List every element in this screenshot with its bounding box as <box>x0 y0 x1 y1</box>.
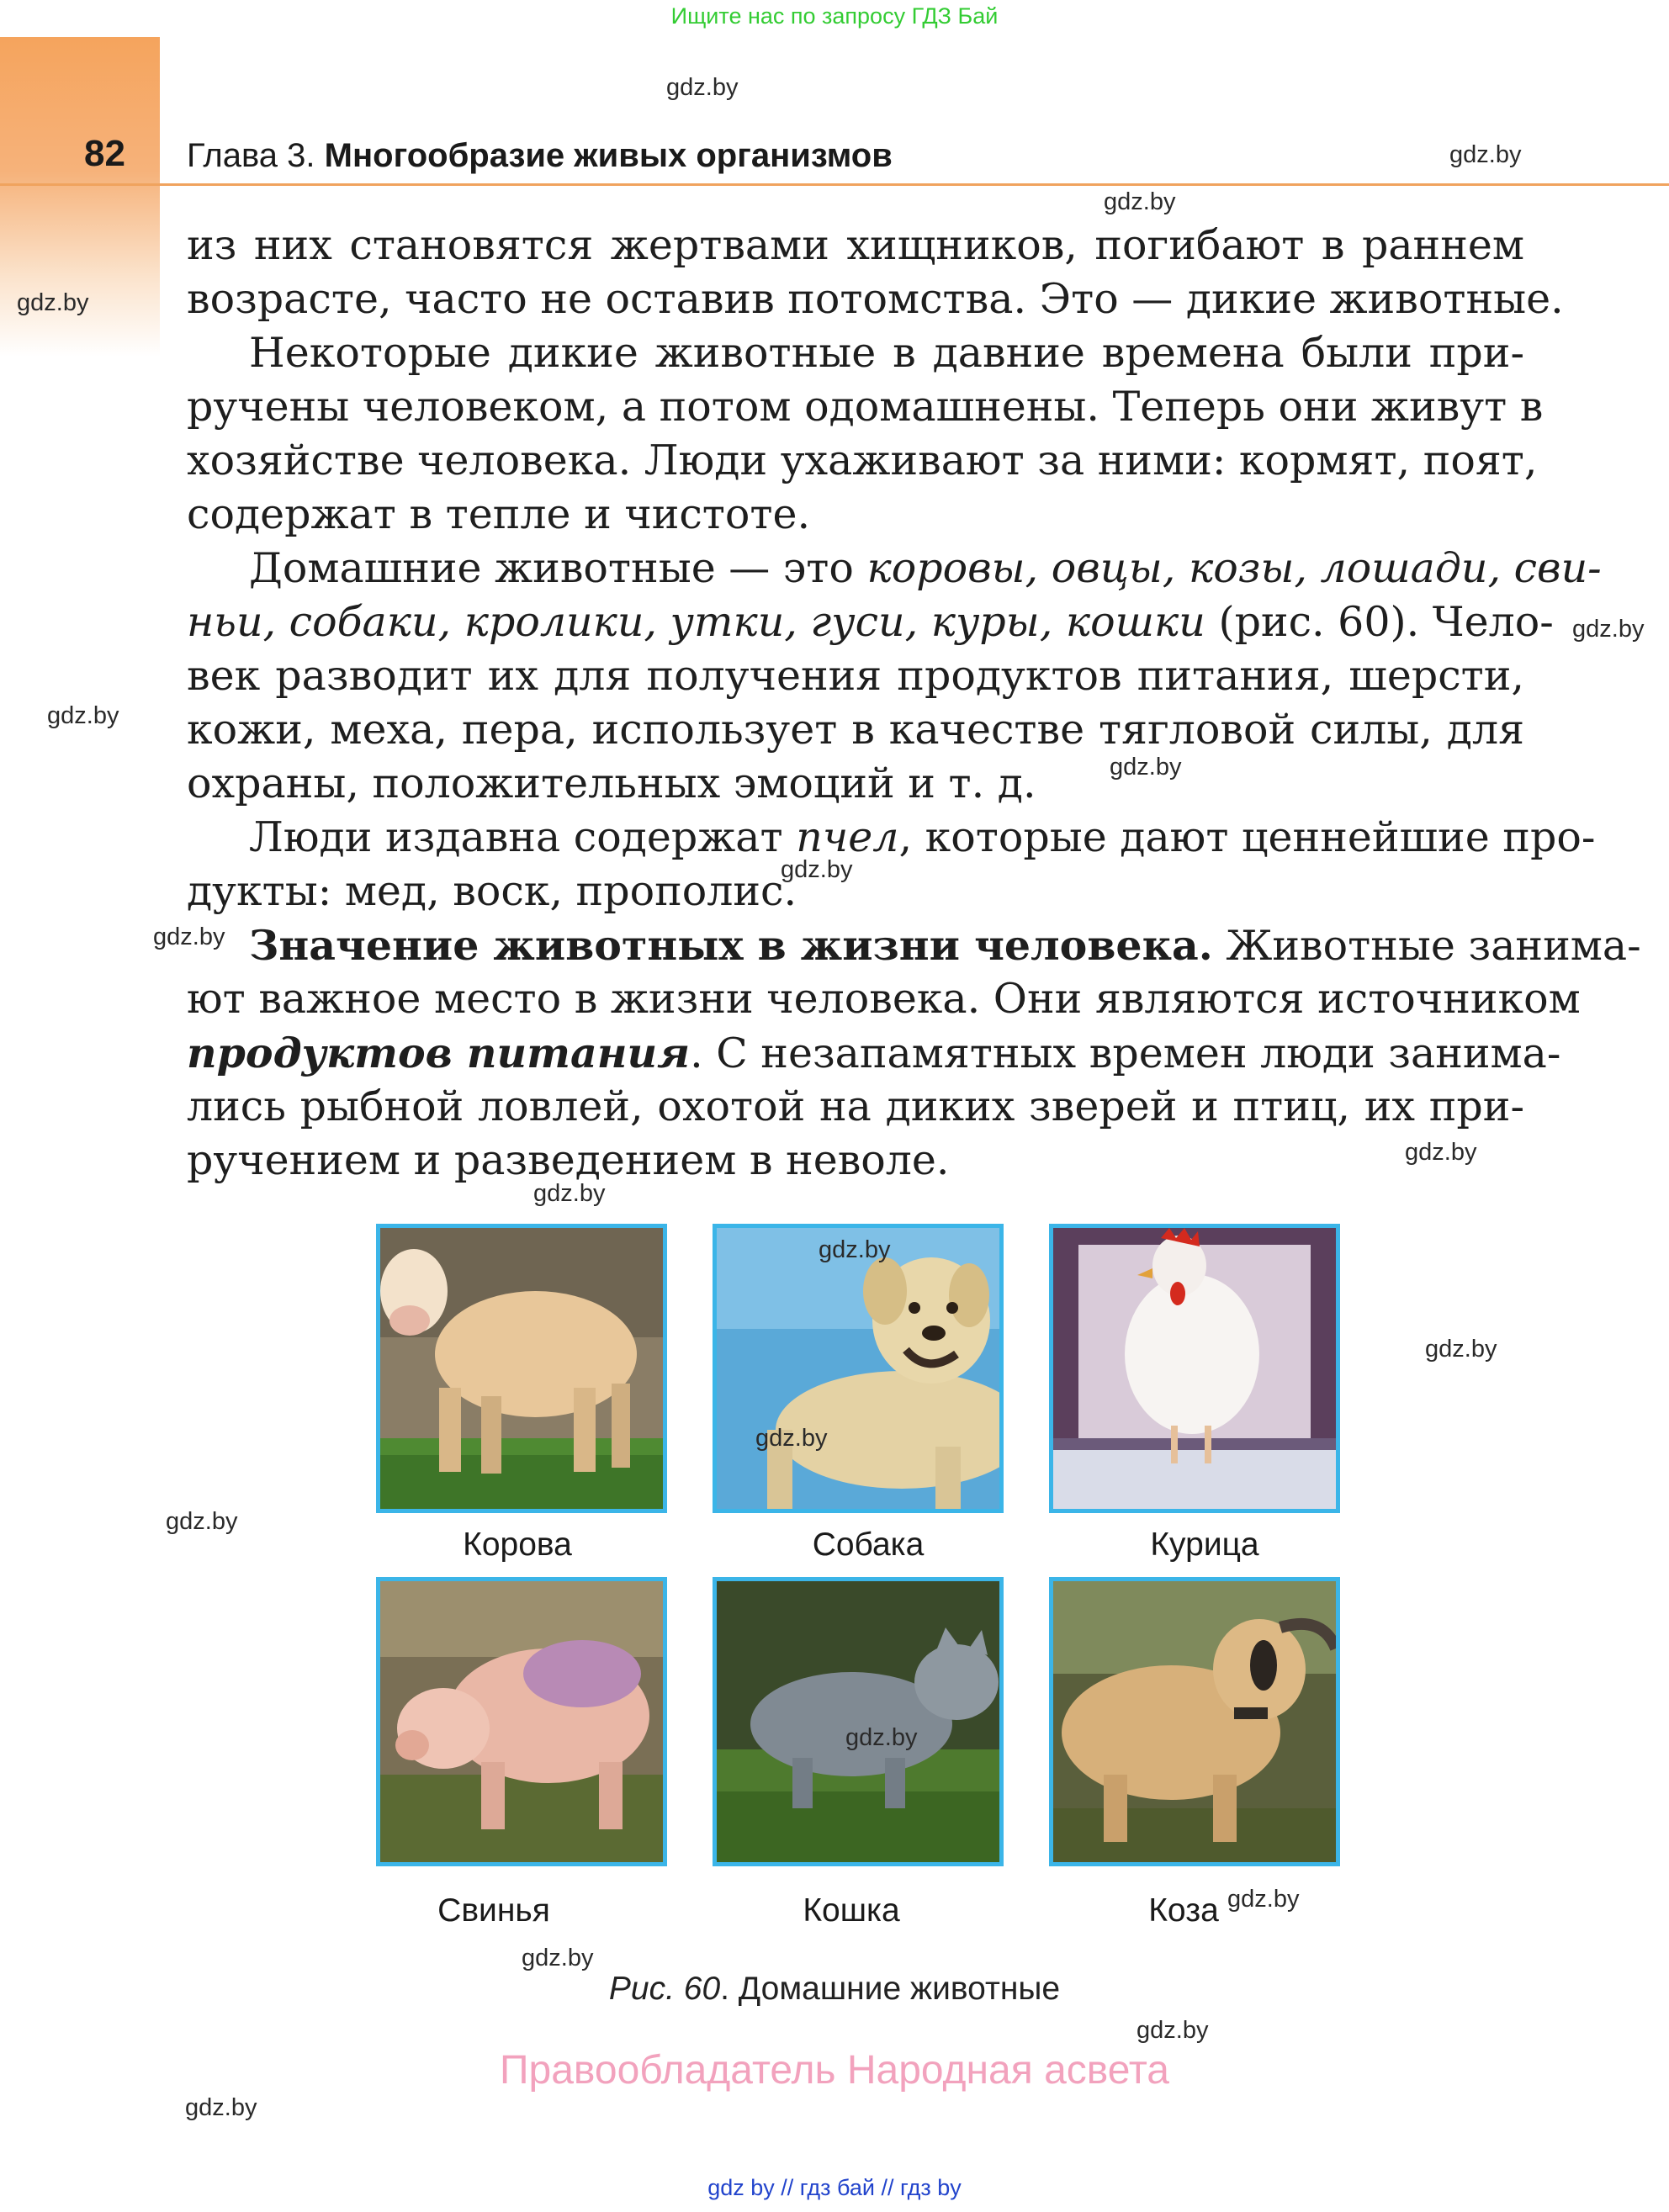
text-line <box>187 1026 1561 1080</box>
text-line: ют важное место в жизни человека. Они являются источником <box>187 975 1581 1023</box>
watermark: gdz.by <box>1104 188 1176 215</box>
pig-image <box>380 1581 663 1862</box>
text-span: Домашние животные — это <box>249 544 867 592</box>
text-line: Некоторые дикие животные в давние времена были при- <box>249 329 1524 377</box>
watermark: gdz.by <box>1227 1886 1300 1913</box>
watermark: gdz.by <box>1572 616 1645 643</box>
watermark: gdz.by <box>1425 1336 1497 1363</box>
watermark: gdz.by <box>533 1180 606 1207</box>
caption-pig: Свинья <box>437 1892 550 1929</box>
section-heading: Значение животных в жизни человека. <box>249 921 1213 970</box>
text-line: век разводит их для получения продуктов питания, шерсти, <box>187 652 1524 700</box>
text-line: лись рыбной ловлей, охотой на диких зверей и птиц, их при- <box>187 1082 1524 1130</box>
watermark: gdz.by <box>1449 141 1522 168</box>
photo-dog <box>713 1224 1004 1513</box>
photo-cat <box>713 1577 1004 1866</box>
text-span: (рис. 60). Чело- <box>1205 598 1554 646</box>
photo-chicken <box>1049 1224 1340 1513</box>
cat-image <box>717 1581 999 1862</box>
figure-caption <box>0 1971 1669 2008</box>
text-line: ручением и разведением в неволе. <box>187 1136 950 1184</box>
text-span: Животные занима- <box>1212 922 1641 970</box>
caption-dog: Собака <box>812 1527 925 1563</box>
goat-image <box>1053 1581 1336 1862</box>
photo-goat <box>1049 1577 1340 1866</box>
watermark: gdz.by <box>17 289 89 316</box>
animal-list-italic: коровы, овцы, козы, лошади, сви- <box>866 544 1602 592</box>
photo-pig <box>376 1577 667 1866</box>
text-span: , которые дают ценнейшие про- <box>898 813 1596 861</box>
figure-label: Рис. 60 <box>608 1971 721 2007</box>
watermark: gdz.by <box>1405 1139 1477 1166</box>
text-line: дукты: мед, воск, прополис. <box>187 867 797 915</box>
watermark: gdz.by <box>47 702 119 729</box>
text-line <box>187 542 1602 595</box>
text-span: . С незапамятных времен люди занима- <box>690 1029 1561 1077</box>
text-line: кожи, меха, пера, использует в качестве тягловой силы, для <box>187 706 1524 754</box>
text-line <box>187 918 1641 972</box>
animal-list-italic: ньи, собаки, кролики, утки, гуси, куры, кошки <box>187 598 1205 646</box>
chapter-title: Многообразие живых организмов <box>324 137 893 174</box>
text-line: возрасте, часто не оставив потомства. Это — дикие животные. <box>187 275 1564 323</box>
watermark: gdz.by <box>1110 754 1182 781</box>
text-line <box>187 811 1596 865</box>
text-span: Люди издавна содержат <box>249 813 797 861</box>
watermark: gdz.by <box>185 2094 257 2121</box>
watermark: gdz.by <box>1137 2017 1209 2044</box>
text-line: содержат в тепле и чистоте. <box>187 490 811 538</box>
header-rule <box>0 183 1669 186</box>
chapter-label: Глава 3. <box>187 137 315 174</box>
dog-image <box>717 1228 999 1509</box>
watermark: gdz.by <box>781 856 853 883</box>
caption-cow: Корова <box>463 1527 572 1563</box>
text-line <box>187 595 1554 649</box>
search-banner: Ищите нас по запросу ГДЗ Бай <box>670 3 999 29</box>
bees-italic: пчел <box>796 813 899 861</box>
chapter-heading <box>187 137 893 175</box>
caption-goat: Коза <box>1148 1892 1219 1929</box>
photo-cow <box>376 1224 667 1513</box>
text-line: из них становятся жертвами хищников, погибают в раннем <box>187 221 1524 269</box>
copyright-holder: Правообладатель Народная асвета <box>500 2048 1169 2093</box>
chicken-image <box>1053 1228 1336 1509</box>
watermark: gdz.by <box>845 1724 918 1751</box>
watermark: gdz.by <box>666 74 739 101</box>
text-line: ручены человеком, а потом одомашнены. Теперь они живут в <box>187 383 1544 431</box>
caption-chicken: Курица <box>1150 1527 1259 1563</box>
figure-title: . Домашние животные <box>720 1971 1061 2007</box>
watermark: gdz.by <box>153 923 225 950</box>
page-number: 82 <box>84 133 125 174</box>
term-bold-italic: продуктов питания <box>187 1029 691 1077</box>
watermark: gdz.by <box>522 1945 594 1971</box>
footer-links: gdz by // гдз бай // гдз by <box>707 2175 962 2200</box>
watermark: gdz.by <box>166 1508 238 1535</box>
caption-cat: Кошка <box>803 1892 900 1929</box>
text-line: охраны, положительных эмоций и т. д. <box>187 759 1036 807</box>
cow-image <box>380 1228 663 1509</box>
watermark: gdz.by <box>755 1425 828 1452</box>
watermark: gdz.by <box>819 1236 891 1263</box>
text-line: хозяйстве человека. Люди ухаживают за ними: кормят, поят, <box>187 437 1538 484</box>
